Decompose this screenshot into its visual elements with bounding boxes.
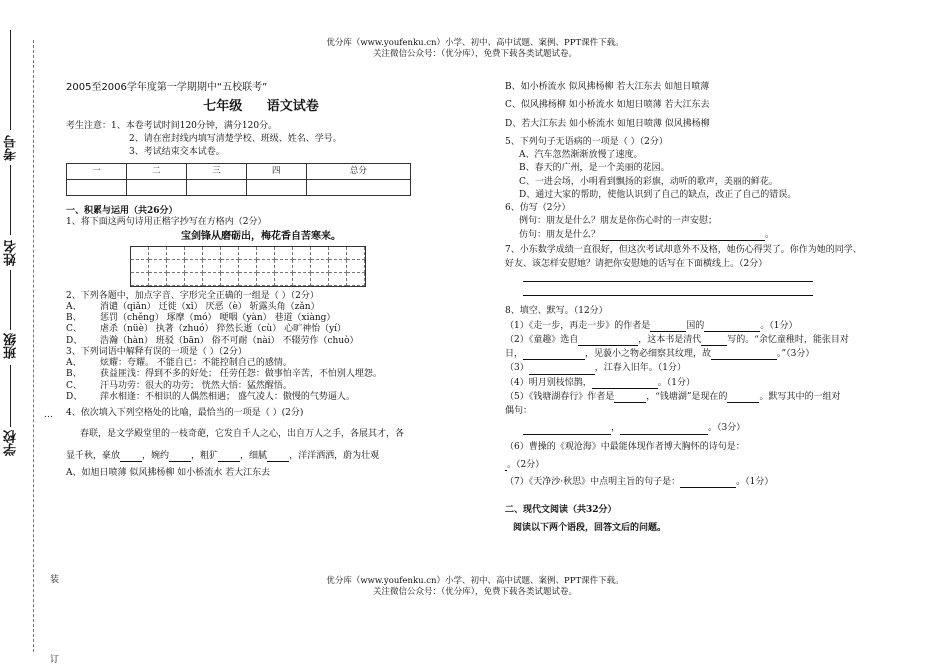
q8-6-blank[interactable] <box>505 470 507 471</box>
q8-1-blank-1[interactable] <box>650 331 686 332</box>
question-4: 4、依次填入下列空格处的比喻，最恰当的一项是（ ）(2分) <box>66 408 304 418</box>
question-1: 1、将下面这两句诗用正楷字抄写在方格内（2分） <box>66 216 267 227</box>
q8-item-6: （6）曹操的《观沧海》中最能体现作者博大胸怀的诗句是： <box>505 441 745 452</box>
name-line <box>10 165 11 235</box>
q8-item-7: （7）《天净沙·秋思》中点明主旨的句子是： 。（1分） <box>505 477 774 487</box>
q8-item-5: （5）《钱塘湖春行》作者是 ，“钱塘湖”是现在的 。默写其中的一组对 <box>505 391 841 402</box>
q5-option-d: D、通过大家的帮助，使他认识到了自己的缺点，改正了自己的错误。 <box>519 189 797 200</box>
q4-blank-4[interactable] <box>267 461 289 462</box>
q7-line-1: 7、小东数学成绩一直很好，但这次考试却意外不及格，她伤心得哭了。你作为她的同学、 <box>505 244 862 255</box>
seal-line <box>33 40 34 652</box>
q8-item-6-cont: 。（2分） <box>507 459 545 470</box>
q4-option-b: B、如小桥流水 似风拂杨柳 若大江东去 如旭日喷薄 <box>505 82 710 92</box>
q2-option-a: A、 消谴（qiǎn） 迁徙（xǐ） 厌恶（è） 斩露头角（zǎn） <box>66 301 320 312</box>
q8-item-5-answer: ， 。（3分） <box>505 423 900 434</box>
binding-margin <box>0 0 60 671</box>
question-3: 3、下列词语中解释有误的一项是（ ）（2分） <box>66 346 247 357</box>
score-cell[interactable] <box>246 179 306 195</box>
section-2-instruction: 阅读以下两个语段，回答文后的问题。 <box>513 522 667 533</box>
q6-imitate: 仿句：朋友是什么？ 。 <box>519 229 775 240</box>
q8-5-blank-4[interactable] <box>620 434 708 435</box>
exam-number-line <box>10 30 11 130</box>
score-col-4: 四 <box>246 163 306 179</box>
q5-option-a: A、汽车忽然渐渐放慢了速度。 <box>519 150 643 160</box>
q8-3-blank[interactable] <box>529 374 595 375</box>
score-table <box>66 163 411 196</box>
q8-item-4: （4）明月别枝惊鹊， 。（1分） <box>505 377 695 388</box>
q2-option-b: B、 惩罚（chěng） 琢摩（mó） 哽咽（yàn） 巷道（xiàng） <box>66 313 336 323</box>
q8-item-2: （2）《童趣》选自 ，这本书是清代 写的。“余忆童稚时，能张目对 <box>505 334 849 345</box>
q5-option-b: B、春天的广州，是一个美丽的花园。 <box>519 163 670 174</box>
note-1: 考生注意：1、本卷考试时间120分钟，满分120分。 <box>66 120 278 131</box>
class-line <box>10 270 11 330</box>
writing-grid[interactable] <box>130 246 366 287</box>
exam-title: 2005至2006学年度第一学期期中“五校联考” <box>66 82 268 93</box>
binding-mark-zhuang: 装 <box>50 575 60 585</box>
section-1-heading: 一、积累与运用（共26分） <box>66 205 178 216</box>
q4-blank-1[interactable] <box>120 461 142 462</box>
q8-item-5-label: 偶句： <box>505 406 533 416</box>
score-cell[interactable] <box>306 179 410 195</box>
q8-item-2-cont: 日， ，见藐小之物必细察其纹理，故 。”（3分） <box>505 349 815 359</box>
q8-2-blank-3[interactable] <box>523 359 585 360</box>
note-2: 2、请在密封线内填写清楚学校、班级、姓名、学号。 <box>129 134 342 144</box>
note-3: 3、考试结束交本试卷。 <box>129 147 225 158</box>
q8-5-blank-2[interactable] <box>727 402 759 403</box>
q3-option-d: D、 萍水相逢：不相识的人偶然相遇； 盛气凌人：傲慢的气势逼人。 <box>66 391 355 402</box>
q3-option-b: B、 获益匪浅：得到不多的好处； 任劳任怨：做事怕辛苦，不怕别人埋怨。 <box>66 369 382 380</box>
q8-2-blank-2[interactable] <box>701 345 727 346</box>
score-col-1: 一 <box>67 163 127 179</box>
q8-1-blank-2[interactable] <box>704 331 760 332</box>
school-label: 学校 <box>4 430 19 456</box>
exam-subject: 语文试卷 <box>266 98 319 114</box>
binding-mark-ding: 订 <box>50 655 60 665</box>
exam-grade: 七年级 <box>203 98 243 114</box>
q4-passage-1: 春联，是文学殿堂里的一枝奇葩，它发自千人之心，出自万人之手，各展其才，各 <box>80 429 405 440</box>
section-2-heading: 二、现代文阅读（共32分） <box>505 505 617 516</box>
school-line <box>10 365 11 427</box>
q8-item-3: （3） ，江春入旧年。（1分） <box>505 363 686 374</box>
q4-option-d: D、若大江东去 如小桥流水 如旭日喷薄 似风拂杨柳 <box>505 118 710 129</box>
q3-option-a: A、 炫耀：夸耀。 不能自已：不能控制自己的感情。 <box>66 358 292 368</box>
left-column <box>66 82 456 479</box>
class-label: 班级 <box>4 333 19 359</box>
score-cell[interactable] <box>67 179 127 195</box>
question-2: 2、下列各题中，加点字音、字形完全正确的一组是（ ）（2分） <box>66 290 319 301</box>
q4-blank-3[interactable] <box>218 461 240 462</box>
right-column <box>505 82 900 534</box>
q6-answer-blank[interactable] <box>600 240 765 241</box>
q8-7-blank[interactable] <box>680 487 736 488</box>
poem-line: 宝剑锋从磨砺出，梅花香自苦寒来。 <box>181 231 341 242</box>
exam-number-label: 考号 <box>4 135 19 161</box>
q4-blank-2[interactable] <box>169 461 191 462</box>
score-col-3: 三 <box>186 163 246 179</box>
question-5: 5、下列句子无语病的一项是（ ）（2分） <box>505 136 668 147</box>
q8-5-blank-3[interactable] <box>523 434 611 435</box>
q5-option-c: C、一进会场，小明看到飘扬的彩旗，动听的歌声，美丽的鲜花。 <box>519 176 778 187</box>
q7-answer-line-2[interactable] <box>523 284 813 296</box>
q7-line-2: 好友、该怎样安慰她？请把你安慰她的话写在下面横线上。（2分） <box>505 259 768 269</box>
margin-dots: … <box>44 410 53 420</box>
name-label: 姓名 <box>4 240 19 266</box>
q6-example: 例句：朋友是什么？朋友是你伤心时的一声安慰； <box>519 216 718 227</box>
q8-4-blank[interactable] <box>592 388 658 389</box>
q8-2-blank-4[interactable] <box>711 359 777 360</box>
score-cell[interactable] <box>126 179 186 195</box>
page-footer <box>0 576 950 598</box>
q8-item-1: （1）《走一步，再走一步》的作者是 国的 。（1分） <box>505 320 798 331</box>
score-col-total: 总分 <box>306 163 410 179</box>
page-header <box>0 38 950 60</box>
q2-option-d: D、 浩瀚（hàn） 班驳（bān） 俗不可耐（nài） 不辍劳作（chuò） <box>66 335 359 346</box>
exam-heading <box>66 99 456 115</box>
q4-passage-2: 显千秋，豪放 ，婉约 ，粗犷 ，细腻 ，洋洋洒洒，蔚为壮观 <box>66 450 380 461</box>
question-6: 6、仿写（2分） <box>505 203 571 213</box>
q8-2-blank-1[interactable] <box>578 345 638 346</box>
q4-option-a: A、如旭日喷薄 似风拂杨柳 如小桥流水 若大江东去 <box>66 467 271 478</box>
footer-line-2: 关注微信公众号：（优分库），免费下载各类试题试卷。 <box>372 587 577 598</box>
score-cell[interactable] <box>186 179 246 195</box>
q3-option-c: C、 汗马功劳：很大的功劳； 恍然大悟：猛然醒悟。 <box>66 380 292 391</box>
header-line-1: 优分库（www.youfenku.cn）小学、初中、高中试题、案例、PPT课件下载。 <box>326 38 624 48</box>
q2-option-c: C、 虐杀（nüè） 执著（zhuó） 猝然长逝（cù） 心旷神怡（yí） <box>66 324 347 335</box>
header-line-2: 关注微信公众号：（优分库），免费下载各类试题试卷。 <box>372 49 577 60</box>
q8-5-blank-1[interactable] <box>614 402 646 403</box>
q7-answer-line-1[interactable] <box>523 270 813 282</box>
q4-option-c: C、似风拂杨柳 如小桥流水 如旭日喷薄 若大江东去 <box>505 100 710 111</box>
score-col-2: 二 <box>126 163 186 179</box>
question-8: 8、填空、默写。（12分） <box>505 306 608 317</box>
footer-line-1: 优分库（www.youfenku.cn）小学、初中、高中试题、案例、PPT课件下载。 <box>326 576 624 586</box>
